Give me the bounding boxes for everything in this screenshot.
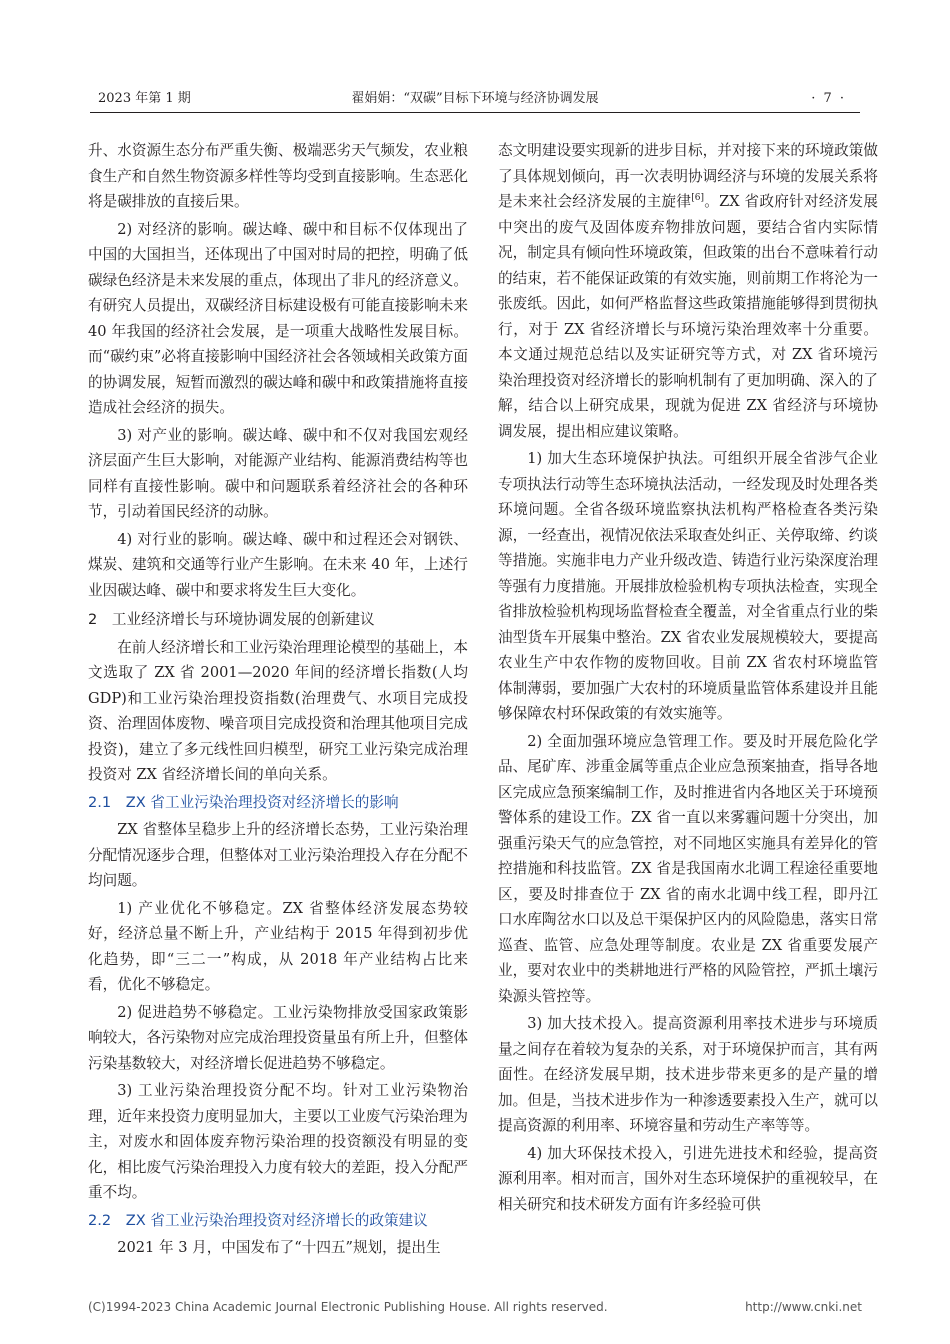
section-heading: 2 工业经济增长与环境协调发展的创新建议 <box>88 611 375 628</box>
paragraph: 2) 全面加强环境应急管理工作。要及时开展危险化学品、尾矿库、涉重金属等重点企业应急预案抽查，指导各地区完成应急预案编制工作，及时推进省内各地区关于环境预警体系的建设工作。ZX 省一直以来雾霾问题十分突出，加强重污染天气的应急管控，对不同地区实施具有差异化的管控措施和科技监管。ZX 省是我国南水北调工程途径重要地区，要及时排查位于 ZX 省的南水北调中线工程，即丹江口水库陶岔水口以及总干渠保护区内的风险隐患，落实日常巡查、监管、应急处理等制度。农业是 ZX 省重要发展产业，要对农业中的类耕地进行严格的风险管控，严抓土壤污染源头管控等。 <box>498 732 878 1005</box>
subsection-heading: 2.2 ZX 省工业污染治理投资对经济增长的政策建议 <box>88 1211 428 1229</box>
paragraph: 2) 对经济的影响。碳达峰、碳中和目标不仅体现出了中国的大国担当，还体现出了中国对时局的把控，明确了低碳绿色经济是未来发展的重点，体现出了非凡的经济意义。有研究人员提出，双碳经济目标建设极有可能直接影响未来 40 年我国的经济社会发展，是一项重大战略性发展目标。而“碳约束”必将直接影响中国经济社会各领域相关政策方面的协调发展，短暂而激烈的碳达峰和碳中和政策措施将直接造成社会经济的损失。 <box>88 220 468 416</box>
paragraph <box>498 138 878 444</box>
running-header <box>90 88 860 110</box>
paragraph: 4) 加大环保技术投入，引进先进技术和经验，提高资源利用率。相对而言，国外对生态环境保护的重视较早，在相关研究和技术研发方面有许多经验可供 <box>498 1144 878 1213</box>
running-title: 翟娟娟：“双碳”目标下环境与经济协调发展 <box>351 91 599 106</box>
paragraph: 3) 加大技术投入。提高资源利用率技术进步与环境质量之间存在着较为复杂的关系，对于环境保护而言，其有两面性。在经济发展早期，技术进步带来更多的是产量的增加。但是，当技术进步作为一种渗透要素投入生产，就可以提高资源的利用率、环境容量和劳动生产率等等。 <box>498 1015 878 1134</box>
header-rule <box>90 112 860 113</box>
journal-issue: 2023 年第 1 期 <box>98 91 191 106</box>
paragraph: 1) 产业优化不够稳定。ZX 省整体经济发展态势较好，经济总量不断上升，产业结构于 2015 年得到初步优化趋势，即“三二一”构成，从 2018 年产业结构占比来看，优化不够稳定。 <box>88 899 468 993</box>
subsection-heading: 2.1 ZX 省工业污染治理投资对经济增长的影响 <box>88 793 399 811</box>
paragraph: 4) 对行业的影响。碳达峰、碳中和过程还会对钢铁、煤炭、建筑和交通等行业产生影响。在未来 40 年，上述行业因碳达峰、碳中和要求将发生巨大变化。 <box>88 530 468 599</box>
paragraph: 在前人经济增长和工业污染治理理论模型的基础上，本文选取了 ZX 省 2001—2020 年间的经济增长指数(人均 GDP)和工业污染治理投资指数(治理费气、水项目完成投资、治理固体废物、噪音项目完成投资和治理其他项目完成投资)，建立了多元线性回归模型，研究工业污染完成治理投资对 ZX 省经济增长间的单向关系。 <box>88 638 468 783</box>
paragraph: 升、水资源生态分布严重失衡、极端恶劣天气频发，农业粮食生产和自然生物资源多样性等均受到直接影响。生态恶化将是碳排放的直接后果。 <box>88 142 468 210</box>
paragraph: 2021 年 3 月，中国发布了“十四五”规划，提出生 <box>117 1239 441 1256</box>
paragraph: 3) 对产业的影响。碳达峰、碳中和不仅对我国宏观经济层面产生巨大影响，对能源产业结构、能源消费结构等也同样有直接性影响。碳中和问题联系着经济社会的各种环节，引动着国民经济的动脉。 <box>88 426 468 520</box>
left-column <box>88 138 468 1263</box>
paragraph: 1) 加大生态环境保护执法。可组织开展全省涉气企业专项执法行动等生态环境执法活动，一经发现及时处理各类环境问题。全省各级环境监察执法机构严格检查各类污染源，一经查出，视情况依法采取查处纠正、关停取缔、约谈等措施。实施非电力产业升级改造、铸造行业污染深度治理等强有力度措施。开展排放检验机构专项执法检查，实现全省排放检验机构现场监督检查全覆盖，对全省重点行业的柴油型货车开展集中整治。ZX 省农业发展规模较大，要提高农业生产中农作物的废物回收。目前 ZX 省农村环境监管体制薄弱，要加强广大农村的环境质量监管体系建设并且能够保障农村环保政策的有效实施等。 <box>498 450 878 722</box>
paragraph-text: 态文明建设要实现新的进步目标，并对接下来的环境政策做了具体规划倾向，再一次表明协调经济与环境的发展关系将是未来社会经济发展的主旋律 <box>498 142 878 210</box>
page-number: · 7 · <box>811 91 846 106</box>
right-column <box>498 138 878 1219</box>
paragraph: 3) 工业污染治理投资分配不均。针对工业污染物治理，近年来投资力度明显加大，主要以工业废气污染治理为主，对废水和固体废弃物污染治理的投资额没有明显的变化，相比废气污染治理投入力度有较大的差距，投入分配严重不均。 <box>88 1082 468 1201</box>
paragraph: 2) 促进趋势不够稳定。工业污染物排放受国家政策影响较大，各污染物对应完成治理投资量虽有所上升，但整体污染基数较大，对经济增长促进趋势不够稳定。 <box>88 1003 468 1072</box>
citation-ref: [6] <box>691 193 704 204</box>
paragraph: ZX 省整体呈稳步上升的经济增长态势，工业污染治理分配情况逐步合理，但整体对工业污染治理投入存在分配不均问题。 <box>88 821 468 889</box>
paragraph-text: 。ZX 省政府针对经济发展中突出的废气及固体废弃物排放问题，要结合省内实际情况，制定具有倾向性环境政策，但政策的出台不意味着行动的结束，若不能保证政策的有效实施，则前期工作将沦为一张废纸。因此，如何严格监督这些政策措施能够得到贯彻执行，对于 ZX 省经济增长与环境污染治理效率十分重要。本文通过规范总结以及实证研究等方式，对 ZX 省环境污染治理投资对经济增长的影响机制有了更加明确、深入的了解，结合以上研究成果，现就为促进 ZX 省经济与环境协调发展，提出相应建议策略。 <box>498 193 878 440</box>
footer-url: http://www.cnki.net <box>745 1300 862 1314</box>
copyright-notice: (C)1994-2023 China Academic Journal Electronic Publishing House. All rights reserved. <box>88 1300 608 1314</box>
